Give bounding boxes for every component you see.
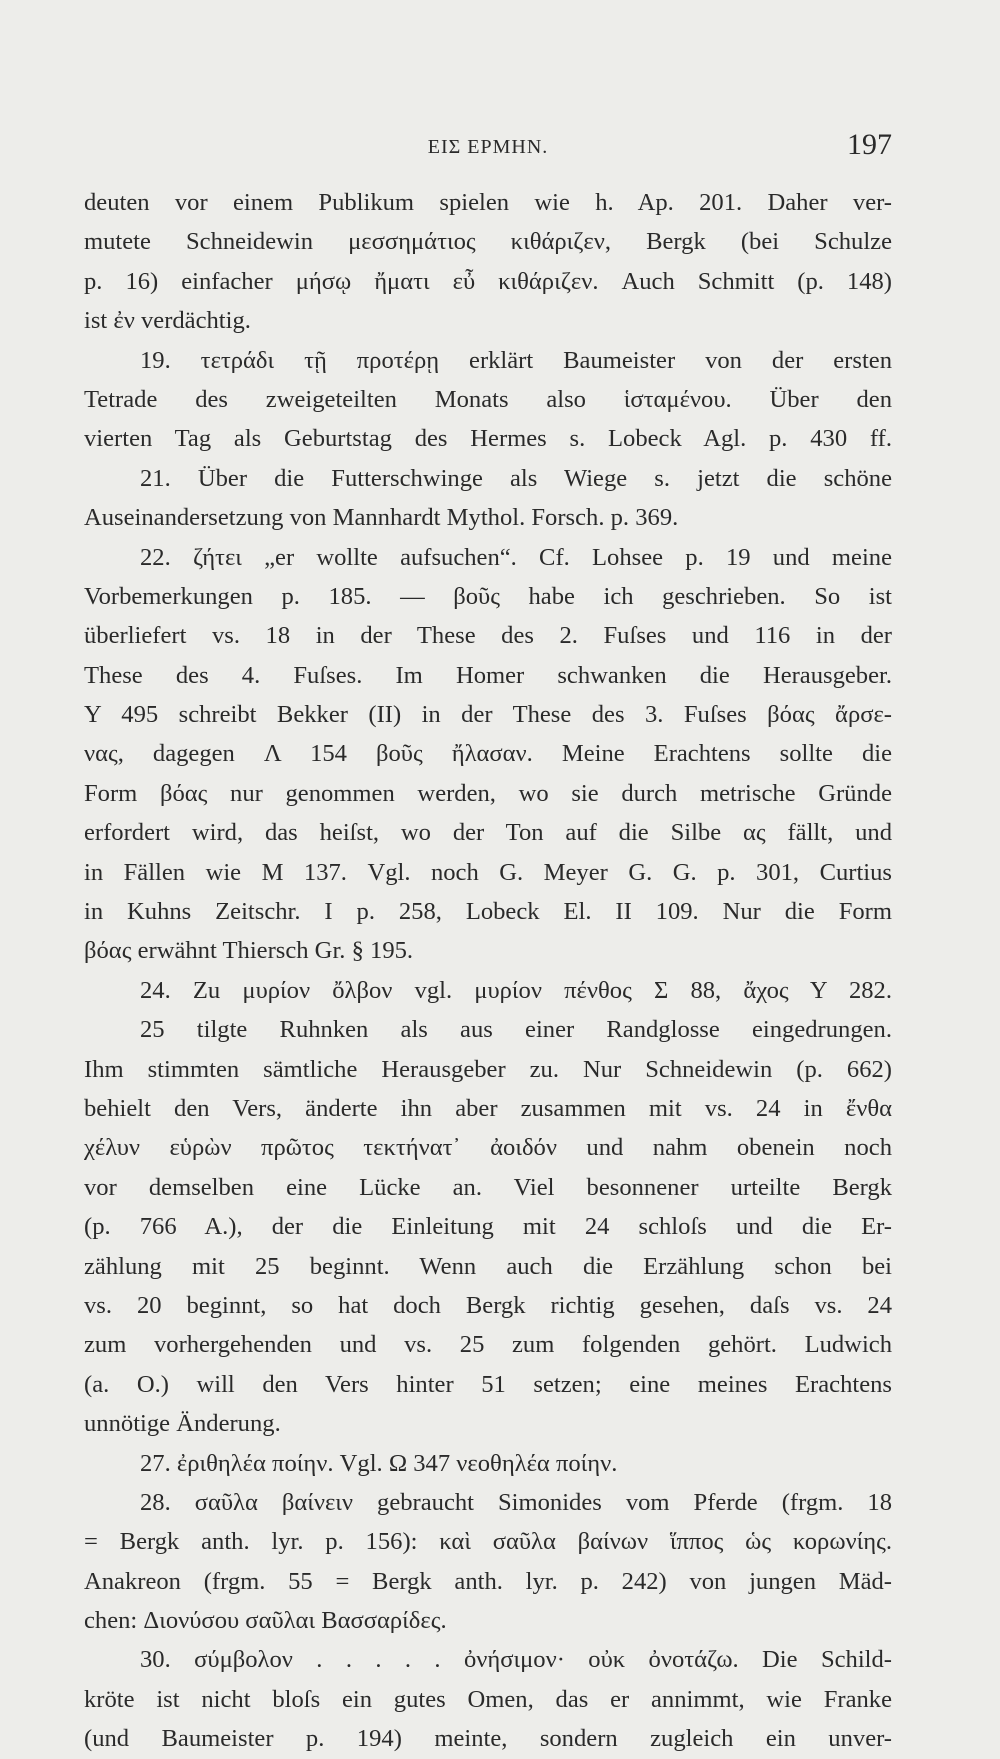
text-line: 30. σύμβολον . . . . . ὀνήσιμον· οὐκ ὀνοτάζω. Die Schild- [140,1646,892,1674]
text-line: 21. Über die Futterschwinge als Wiege s. jetzt die schöne [140,464,892,492]
text-line: überliefert vs. 18 in der These des 2. Fuſses und 116 in der [84,622,892,650]
text-line: Form βόας nur genommen werden, wo sie durch metrische Gründe [84,779,892,807]
running-head-title: ΕΙΣ ΕΡΜΗΝ. [427,136,549,158]
text-line: χέλυν εὑρὼν πρῶτος τεκτήνατ᾽ ἀοιδόν und nahm obenein noch [84,1134,892,1162]
text-line: These des 4. Fuſses. Im Homer schwanken die Herausgeber. [84,661,892,689]
text-line: unnötige Änderung. [84,1410,281,1438]
text-line: zählung mit 25 beginnt. Wenn auch die Erzählung schon bei [84,1252,892,1280]
text-line: in Fällen wie Μ 137. Vgl. noch G. Meyer G. G. p. 301, Curtius [84,858,892,886]
text-line: behielt den Vers, änderte ihn aber zusammen mit vs. 24 in ἔνθα [84,1094,892,1122]
text-line: vierten Tag als Geburtstag des Hermes s. Lobeck Agl. p. 430 ff. [84,425,892,453]
text-line: zum vorhergehenden und vs. 25 zum folgenden gehört. Ludwich [84,1331,892,1359]
text-line: ist ἐν verdächtig. [84,307,251,335]
text-line: 24. Zu μυρίον ὄλβον vgl. μυρίον πένθος Σ 88, ἄχος Υ 282. [140,976,892,1004]
text-line: (p. 766 A.), der die Einleitung mit 24 schloſs und die Er- [84,1213,892,1241]
commentary-text [84,183,892,1759]
text-line: 19. τετράδι τῇ προτέρῃ erklärt Baumeister von der ersten [140,346,892,374]
text-line: (a. O.) will den Vers hinter 51 setzen; eine meines Erachtens [84,1370,892,1398]
text-line: νας, dagegen Λ 154 βοῦς ἤλασαν. Meine Erachtens sollte die [84,740,892,768]
text-line: Ihm stimmten sämtliche Herausgeber zu. Nur Schneidewin (p. 662) [84,1055,892,1083]
running-head [84,128,892,168]
text-line: (und Baumeister p. 194) meinte, sondern zugleich ein unver- [84,1725,892,1753]
text-line: mutete Schneidewin μεσσημάτιος κιθάριζεν, Bergk (bei Schulze [84,228,892,256]
text-line: Auseinandersetzung von Mannhardt Mythol. Forsch. p. 369. [84,504,679,532]
text-line: βόας erwähnt Thiersch Gr. § 195. [84,937,414,965]
text-line: 27. ἐριθηλέα ποίην. Vgl. Ω 347 νεοθηλέα ποίην. [140,1449,618,1477]
text-line: chen: Διονύσου σαῦλαι Βασσαρίδες. [84,1607,447,1635]
text-line: vs. 20 beginnt, so hat doch Bergk richtig gesehen, daſs vs. 24 [84,1291,892,1319]
text-line: 22. ζήτει „er wollte aufsuchen“. Cf. Lohsee p. 19 und meine [140,543,892,571]
text-line: kröte ist nicht bloſs ein gutes Omen, das er annimmt, wie Franke [84,1685,892,1713]
page-number: 197 [847,128,892,161]
text-line: 25 tilgte Ruhnken als aus einer Randglosse eingedrungen. [140,1016,892,1044]
text-line: erfordert wird, das heiſst, wo der Ton auf die Silbe ας fällt, und [84,819,892,847]
text-line: = Bergk anth. lyr. p. 156): καὶ σαῦλα βαίνων ἵππος ὡς κορωνίης. [84,1528,892,1556]
text-line: Vorbemerkungen p. 185. — βοῦς habe ich geschrieben. So ist [84,582,892,610]
text-line: p. 16) einfacher μήσῳ ἤματι εὖ κιθάριζεν. Auch Schmitt (p. 148) [84,267,892,295]
text-line: Tetrade des zweigeteilten Monats also ἱσταμένου. Über den [84,385,892,413]
text-line: Anakreon (frgm. 55 = Bergk anth. lyr. p. 242) von jungen Mäd- [84,1567,892,1595]
text-line: in Kuhns Zeitschr. I p. 258, Lobeck El. II 109. Nur die Form [84,898,892,926]
text-line: Υ 495 schreibt Bekker (II) in der These des 3. Fuſses βόας ἄρσε- [84,701,892,729]
text-line: 28. σαῦλα βαίνειν gebraucht Simonides vom Pferde (frgm. 18 [140,1488,892,1516]
text-line: vor demselben eine Lücke an. Viel besonnener urteilte Bergk [84,1173,892,1201]
text-line: deuten vor einem Publikum spielen wie h. Ap. 201. Daher ver- [84,189,892,216]
